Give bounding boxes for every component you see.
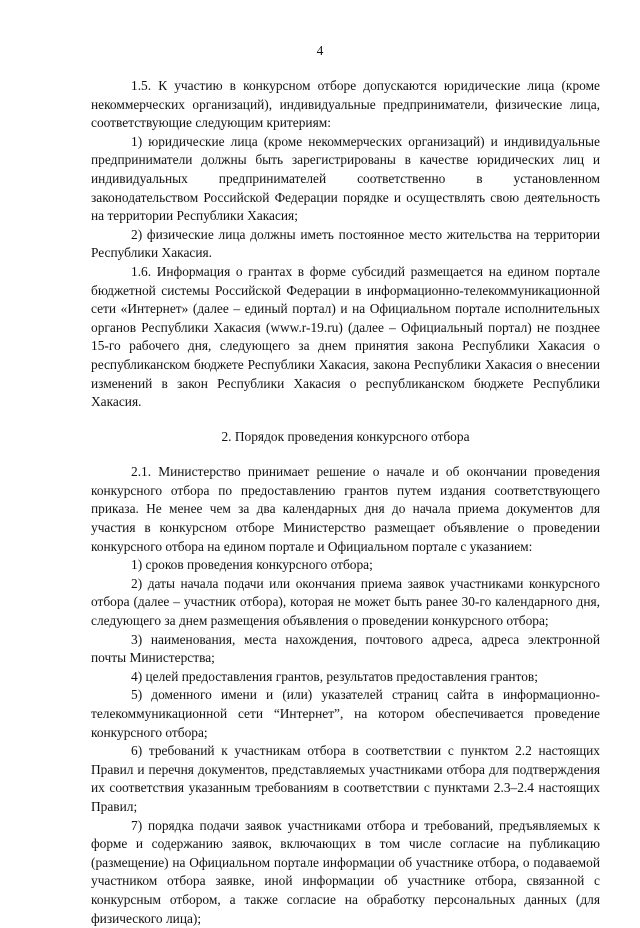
page-number: 4: [316, 43, 324, 58]
paragraph-2-1-item-7: 7) порядка подачи заявок участниками отбора и требований, предъявляемых к форме и содержанию заявок, включающих в том числе согласие на публикацию (размещение) на Официальном портале информации об участнике отбора, о подаваемой участником отбора заявке, иной информации об участнике отбора, связанной с конкурсным отбором, а также согласие на обработку персональных данных (для физического лица);: [91, 817, 600, 926]
document-body: [91, 77, 600, 928]
paragraph-1-5-item-1: 1) юридические лица (кроме некоммерческих организаций) и индивидуальные предприниматели должны быть зарегистрированы в качестве юридических лиц и индивидуальных предпринимателей соответственно в установленном законодательством Российской Федерации порядке и осуществлять свою деятельность на территории Республики Хакасия;: [91, 133, 600, 224]
paragraph-1-6: 1.6. Информация о грантах в форме субсидий размещается на едином портале бюджетной системы Российской Федерации в информационно-телекоммуникационной сети «Интернет» (далее – единый портал) и на Официальном портале исполнительных органов Республики Хакасия (www.r-19.ru) (далее – Официальный портал) не позднее 15-го рабочего дня, следующего за днем принятия закона Республики Хакасия о республиканском бюджете Республики Хакасия, закона Республики Хакасия о внесении изменений в закон Республики Хакасия о республиканском бюджете Республики Хакасия.: [91, 263, 600, 410]
paragraph-2-1-item-3: 3) наименования, места нахождения, почтового адреса, адреса электронной почты Министерства;: [91, 631, 600, 666]
paragraph-1-5-item-2: 2) физические лица должны иметь постоянное место жительства на территории Республики Хакасия.: [91, 226, 600, 261]
section-heading: 2. Порядок проведения конкурсного отбора: [221, 428, 470, 444]
paragraph-2-1-item-6: 6) требований к участникам отбора в соответствии с пунктом 2.2 настоящих Правил и перечня документов, представляемых участниками отбора для подтверждения их соответствия указанным требованиям в соответствии с пунктами 2.3–2.4 настоящих Правил;: [91, 743, 600, 814]
paragraph-1-5: 1.5. К участию в конкурсном отборе допускаются юридические лица (кроме некоммерческих организаций), индивидуальные предприниматели, физические лица, соответствующие следующим критериям:: [91, 78, 600, 131]
paragraph-2-1-item-1: 1) сроков проведения конкурсного отбора;: [131, 557, 373, 573]
paragraph-2-1: 2.1. Министерство принимает решение о начале и об окончании проведения конкурсного отбора по предоставлению грантов путем издания соответствующего приказа. Не менее чем за два календарных дня до начала приема документов для участия в конкурсном отборе Министерство размещает объявление о проведении конкурсного отбора на едином портале и Официальном портале с указанием:: [91, 464, 600, 554]
paragraph-2-1-item-2: 2) даты начала подачи или окончания приема заявок участниками конкурсного отбора (далее – участник отбора), которая не может быть ранее 30-го календарного дня, следующего за днем размещения объявления о проведении конкурсного отбора;: [91, 575, 600, 629]
paragraph-2-1-item-5: 5) доменного имени и (или) указателей страниц сайта в информационно-телекоммуникационной сети “Интернет”, на котором обеспечивается проведение конкурсного отбора;: [91, 687, 600, 740]
paragraph-2-1-item-4: 4) целей предоставления грантов, результатов предоставления грантов;: [131, 668, 538, 684]
